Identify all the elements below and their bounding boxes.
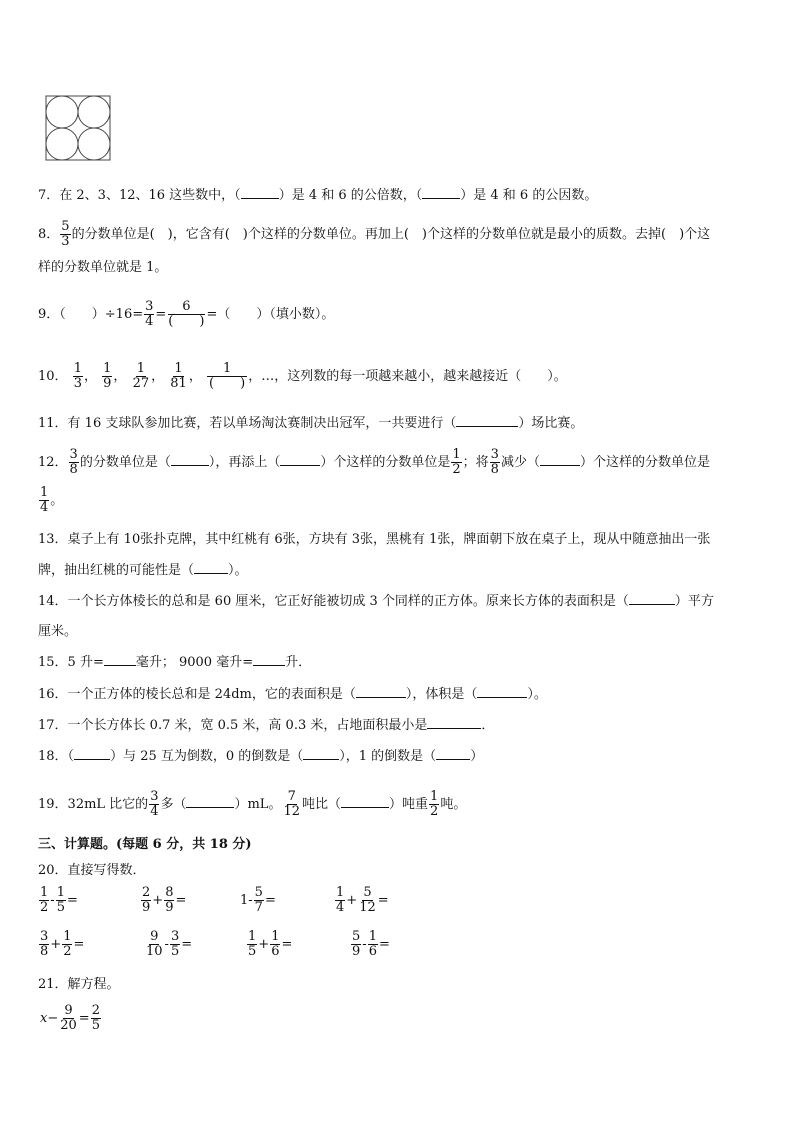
calc-item: $\frac{2}{9}$ + $\frac{8}{9}$ = — [142, 885, 187, 915]
calc-item: $\frac{1}{4}$ + $\frac{5}{12}$ = — [336, 885, 389, 915]
fraction: $\frac{1}{27}$ — [132, 361, 150, 391]
fraction: $\frac{3}{4}$ — [145, 299, 154, 329]
fraction: $\frac{3}{4}$ — [150, 789, 159, 819]
fraction: $\frac{1}{( )}$ — [207, 362, 247, 391]
answer-blank[interactable] — [253, 665, 285, 666]
fraction: $\frac{1}{9}$ — [103, 361, 112, 391]
question-14-line2: 厘米。 — [38, 624, 78, 639]
question-13: 13．桌子上有 10张扑克牌，其中红桃有 6张，方块有 3张，黑桃有 1张，牌面朝下放在桌子上，现从中随意抽出一张 — [38, 532, 711, 547]
answer-blank[interactable] — [74, 759, 110, 760]
answer-blank[interactable] — [540, 465, 580, 466]
equation: x− $\frac{9}{20}$ = $\frac{2}{5}$ — [40, 1003, 100, 1033]
fraction: $\frac{1}{4}$ — [40, 485, 49, 515]
answer-blank[interactable] — [436, 759, 470, 760]
answer-blank[interactable] — [280, 465, 320, 466]
question-12-line2: $\frac{1}{4}$ 。 — [40, 485, 64, 515]
question-8: 8． $\frac{5}{3}$ 的分数单位是( )，它含有( )个这样的分数单位。再加上( )个这样的分数单位就是最小的质数。去掉( )个这 — [38, 219, 711, 249]
answer-blank[interactable] — [303, 759, 339, 760]
fraction: $\frac{1}{3}$ — [73, 361, 82, 391]
question-14: 14．一个长方体棱长的总和是 60 厘米，它正好能被切成 3 个同样的正方体。原来长方体的表面积是（ ）平方 — [38, 594, 714, 609]
question-13-line2: 牌，抽出红桃的可能性是（ ）。 — [38, 563, 248, 578]
answer-blank[interactable] — [104, 665, 136, 666]
question-21-label: 21．解方程。 — [38, 977, 120, 992]
calc-item: $\frac{1}{2}$ - $\frac{1}{5}$ = — [40, 885, 78, 915]
answer-blank[interactable] — [477, 697, 527, 698]
fraction: $\frac{6}{( )}$ — [168, 299, 205, 329]
calc-item: $\frac{3}{8}$ + $\frac{1}{2}$ = — [40, 929, 85, 959]
fraction: $\frac{7}{12}$ — [283, 789, 300, 819]
section-title: 三、计算题。(每题 6 分，共 18 分) — [38, 837, 252, 852]
four-circles-figure — [45, 95, 111, 161]
fraction: $\frac{1}{2}$ — [430, 789, 439, 819]
answer-blank[interactable] — [194, 573, 228, 574]
question-16: 16．一个正方体的棱长总和是 24dm，它的表面积是（ ），体积是（ ）。 — [38, 687, 547, 702]
fraction: $\frac{1}{2}$ — [452, 447, 461, 477]
question-20-label: 20．直接写得数． — [38, 863, 146, 878]
question-8-line2: 样的分数单位就是 1。 — [38, 260, 168, 275]
question-7: 7．在 2、3、12、16 这些数中，（ ）是 4 和 6 的公倍数，（ ）是 4 和 6 的公因数。 — [38, 188, 598, 203]
calc-item: 1- $\frac{5}{7}$ = — [240, 885, 276, 915]
fraction: $\frac{5}{3}$ — [61, 219, 70, 249]
question-19: 19．32mL 比它的 $\frac{3}{4}$ 多（ ）mL。 $\frac{7}{12}$ 吨比（ ）吨重 $\frac{1}{2}$ 吨。 — [38, 789, 467, 819]
question-15: 15．5 升= 毫升； 9000 毫升= 升． — [38, 655, 312, 670]
calc-item: $\frac{9}{10}$ - $\frac{3}{5}$ = — [146, 929, 193, 959]
calc-item: $\frac{1}{5}$ + $\frac{1}{6}$ = — [248, 929, 293, 959]
fraction: $\frac{1}{81}$ — [170, 361, 187, 391]
answer-blank[interactable] — [422, 198, 460, 199]
answer-blank[interactable] — [341, 807, 389, 808]
question-10: 10． $\frac{1}{3}$ ， $\frac{1}{9}$ ， $\frac{1}{27}$ ， $\frac{1}{81}$ ， $\frac{1}{( )}$ ，…，这列数的每一项越来越小，越来越接近（ ）。 — [38, 361, 567, 391]
answer-blank[interactable] — [456, 426, 518, 427]
answer-blank[interactable] — [629, 604, 675, 605]
answer-blank[interactable] — [241, 198, 279, 199]
answer-blank[interactable] — [427, 728, 481, 729]
question-18: 18．（ ）与 25 互为倒数，0 的倒数是（ ），1 的倒数是（ ） — [38, 749, 484, 764]
fraction: $\frac{3}{8}$ — [490, 447, 499, 477]
answer-blank[interactable] — [186, 807, 234, 808]
question-11: 11．有 16 支球队参加比赛，若以单场淘汰赛制决出冠军，一共要进行（ ）场比赛。 — [38, 416, 584, 431]
question-17: 17．一个长方体长 0.7 米，宽 0.5 米，高 0.3 米，占地面积最小是 ． — [38, 718, 495, 733]
answer-blank[interactable] — [171, 465, 209, 466]
question-9: 9．（ ）÷16= $\frac{3}{4}$ = $\frac{6}{( )}$ =（ ）（填小数）。 — [38, 299, 335, 329]
question-12: 12． $\frac{3}{8}$ 的分数单位是（ ），再添上（ ）个这样的分数单位是 $\frac{1}{2}$ ；将 $\frac{3}{8}$ 减少（ ）个这样的分数单位是 — [38, 447, 710, 477]
fraction: $\frac{3}{8}$ — [69, 447, 78, 477]
answer-blank[interactable] — [356, 697, 406, 698]
calc-item: $\frac{5}{9}$ - $\frac{1}{6}$ = — [352, 929, 390, 959]
